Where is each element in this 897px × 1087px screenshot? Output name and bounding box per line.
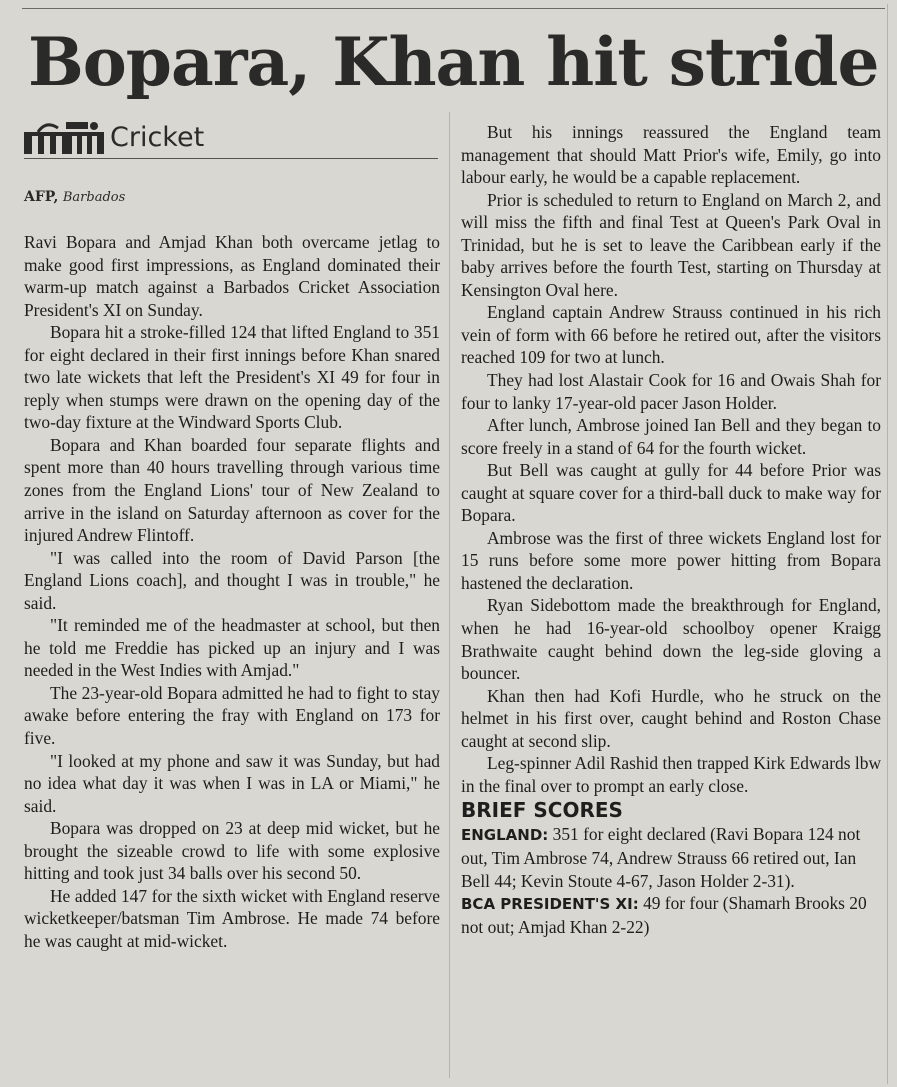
column-divider bbox=[449, 112, 450, 1078]
paragraph: The 23-year-old Bopara admitted he had to fight to stay awake before entering the fray with England on 173 for five. bbox=[24, 682, 440, 749]
paragraph: Khan then had Kofi Hurdle, who he struck on the helmet in his first over, caught behind and Roston Chase caught at second slip. bbox=[461, 685, 881, 751]
kicker-rule bbox=[24, 158, 438, 159]
paragraph: Bopara was dropped on 23 at deep mid wicket, but he brought the sizeable crowd to life with some explosive hitting and took just 34 balls over his second 50. bbox=[24, 818, 440, 884]
score-entry bbox=[461, 823, 881, 892]
article-column-right bbox=[461, 121, 881, 938]
byline-source: AFP, bbox=[24, 189, 59, 205]
paragraph: "I was called into the room of David Parson [the England Lions coach], and thought I was in trouble," he said. bbox=[24, 547, 440, 613]
paragraph: Ambrose was the first of three wickets England lost for 15 runs before some more power hitting from Bopara hastened the declaration. bbox=[461, 527, 881, 593]
paragraph: Bopara and Khan boarded four separate flights and spent more than 40 hours travelling through various time zones from the England Lions' tour of New Zealand to arrive in the island on Saturday afternoon as cover for the injured Andrew Flintoff. bbox=[24, 434, 440, 546]
cricket-stumps-icon bbox=[24, 118, 106, 154]
paragraph: Prior is scheduled to return to England on March 2, and will miss the fifth and final Test at Queen's Park Oval in Trinidad, but he is set to leave the Caribbean early if the baby arrives before the fourth Test, starting on Thursday at Kensington Oval here. bbox=[461, 189, 881, 300]
score-text: 351 for eight declared (Ravi Bopara 124 not out, Tim Ambrose 74, Andrew Strauss 66 retired out, Ian Bell 44; Kevin Stoute 4-67, Jason Holder 2-31). bbox=[461, 824, 861, 891]
paragraph: "It reminded me of the headmaster at school, but then he told me Freddie has picked up an injury and I was needed in the West Indies with Amjad." bbox=[24, 615, 440, 681]
paragraph: Bopara hit a stroke-filled 124 that lifted England to 351 for eight declared in their first innings before Khan snared two late wickets that left the President's XI 49 for four in reply when stumps were drawn on the opening day of the two-day fixture at the Windward Sports Club. bbox=[24, 322, 440, 433]
score-team: ENGLAND: bbox=[461, 826, 549, 845]
paragraph: But his innings reassured the England team management that should Matt Prior's wife, Emily, go into labour early, he would be a capable replacement. bbox=[461, 122, 881, 188]
paragraph: Ryan Sidebottom made the breakthrough for England, when he had 16-year-old schoolboy opener Kraigg Brathwaite caught behind down the leg-side gloving a bouncer. bbox=[461, 595, 881, 684]
paragraph: England captain Andrew Strauss continued in his rich vein of form with 66 before he retired out, after the visitors reached 109 for two at lunch. bbox=[461, 302, 881, 368]
headline: Bopara, Khan hit stride bbox=[28, 23, 879, 101]
score-text: 49 for four (Shamarh Brooks 20 not out; Amjad Khan 2-22) bbox=[461, 893, 867, 937]
paragraph: He added 147 for the sixth wicket with England reserve wicketkeeper/batsman Tim Ambrose. He made 74 before he was caught at mid-wicket. bbox=[24, 885, 440, 951]
article-column-left bbox=[24, 231, 440, 953]
byline-location: Barbados bbox=[62, 190, 126, 205]
section-kicker bbox=[24, 114, 438, 164]
byline bbox=[24, 189, 125, 205]
paragraph: But Bell was caught at gully for 44 before Prior was caught at square cover for a third-ball duck to make way for Bopara. bbox=[461, 460, 881, 526]
top-rule bbox=[22, 8, 885, 9]
paragraph: "I looked at my phone and saw it was Sunday, but had no idea what day it was when I was in LA or Miami," he said. bbox=[24, 750, 440, 816]
brief-scores-heading: BRIEF SCORES bbox=[461, 798, 623, 823]
score-entry bbox=[461, 892, 881, 938]
section-label: Cricket bbox=[110, 122, 205, 153]
brief-scores bbox=[461, 797, 881, 938]
page-edge-rule bbox=[887, 4, 888, 1084]
paragraph: They had lost Alastair Cook for 16 and Owais Shah for four to lanky 17-year-old pacer Jason Holder. bbox=[461, 370, 881, 413]
paragraph: Ravi Bopara and Amjad Khan both overcame jetlag to make good first impressions, as England dominated their warm-up match against a Barbados Cricket Association President's XI on Sunday. bbox=[24, 232, 440, 320]
paragraph: After lunch, Ambrose joined Ian Bell and they began to score freely in a stand of 64 for the fourth wicket. bbox=[461, 415, 881, 458]
paragraph: Leg-spinner Adil Rashid then trapped Kirk Edwards lbw in the final over to prompt an early close. bbox=[461, 753, 881, 796]
score-team: BCA PRESIDENT'S XI: bbox=[461, 895, 639, 914]
